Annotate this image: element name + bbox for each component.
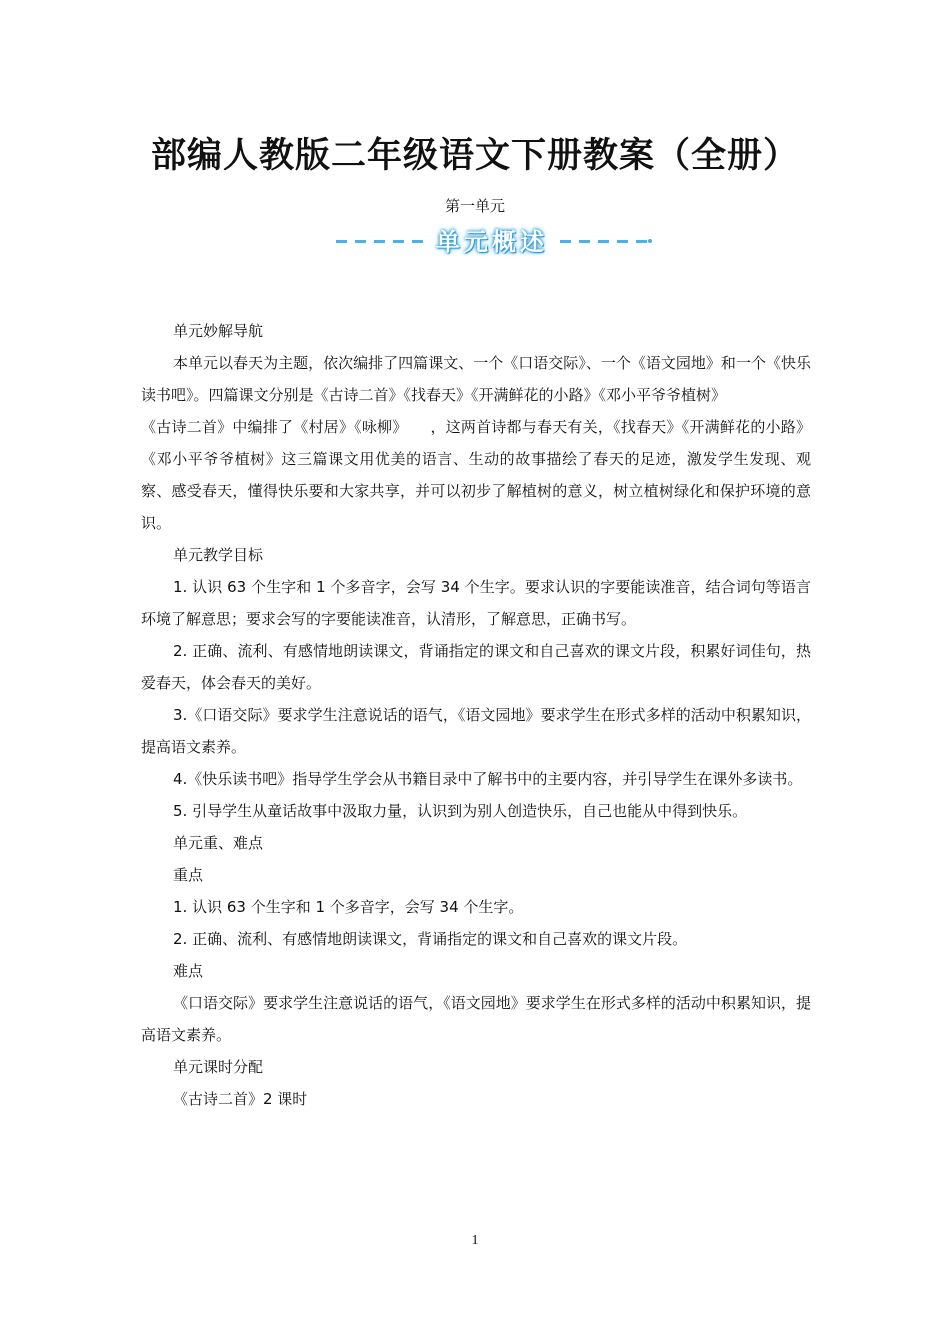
document-body bbox=[141, 315, 811, 1115]
sub-heading: 难点 bbox=[173, 962, 204, 980]
paragraph: 《口语交际》要求学生注意说话的语气，《语文园地》要求学生在形式多样的活动中积累知识，提高语文素养。 bbox=[141, 994, 811, 1044]
banner-dash-left bbox=[336, 240, 424, 243]
list-item: 4.《快乐读书吧》指导学生学会从书籍目录中了解书中的主要内容，并引导学生在课外多读书。 bbox=[173, 770, 803, 788]
banner-dot bbox=[648, 239, 652, 243]
section-heading: 单元重、难点 bbox=[173, 834, 264, 852]
list-item: 1. 认识 63 个生字和 1 个多音字，会写 34 个生字。要求认识的字要能读准音，结合词句等语言环境了解意思；要求会写的字要能读准音，认清形，了解意思，正确书写。 bbox=[141, 578, 811, 628]
section-banner bbox=[336, 225, 648, 259]
section-heading: 单元课时分配 bbox=[173, 1058, 264, 1076]
page-number: 1 bbox=[471, 1233, 479, 1248]
section-heading: 单元教学目标 bbox=[173, 546, 264, 564]
document-title: 部编人教版二年级语文下册教案（全册） bbox=[150, 136, 799, 176]
list-item: 1. 认识 63 个生字和 1 个多音字，会写 34 个生字。 bbox=[173, 898, 524, 916]
banner-title: 单元概述 bbox=[436, 228, 548, 256]
list-item: 《古诗二首》2 课时 bbox=[173, 1090, 308, 1108]
banner-dash-right bbox=[560, 240, 648, 243]
list-item: 3.《口语交际》要求学生注意说话的语气，《语文园地》要求学生在形式多样的活动中积累知识，提高语文素养。 bbox=[141, 706, 811, 756]
paragraph: 《古诗二首》中编排了《村居》《咏柳》 ，这两首诗都与春天有关，《找春天》《开满鲜花的小路》《邓小平爷爷植树》这三篇课文用优美的语言、生动的故事描绘了春天的足迹，激发学生发现、观察、感受春天，懂得快乐要和大家共享，并可以初步了解植树的意义，树立植树绿化和保护环境的意识。 bbox=[141, 418, 811, 532]
section-heading: 单元妙解导航 bbox=[173, 322, 264, 340]
sub-heading: 重点 bbox=[173, 866, 204, 884]
paragraph: 本单元以春天为主题，依次编排了四篇课文、一个《口语交际》、一个《语文园地》和一个《快乐读书吧》。四篇课文分别是《古诗二首》《找春天》《开满鲜花的小路》《邓小平爷爷植树》 bbox=[141, 354, 811, 404]
list-item: 5. 引导学生从童话故事中汲取力量，认识到为别人创造快乐，自己也能从中得到快乐。 bbox=[173, 802, 748, 820]
list-item: 2. 正确、流利、有感情地朗读课文，背诵指定的课文和自己喜欢的课文片段，积累好词佳句，热爱春天，体会春天的美好。 bbox=[141, 642, 811, 692]
unit-label: 第一单元 bbox=[444, 197, 505, 215]
list-item: 2. 正确、流利、有感情地朗读课文，背诵指定的课文和自己喜欢的课文片段。 bbox=[173, 930, 688, 948]
